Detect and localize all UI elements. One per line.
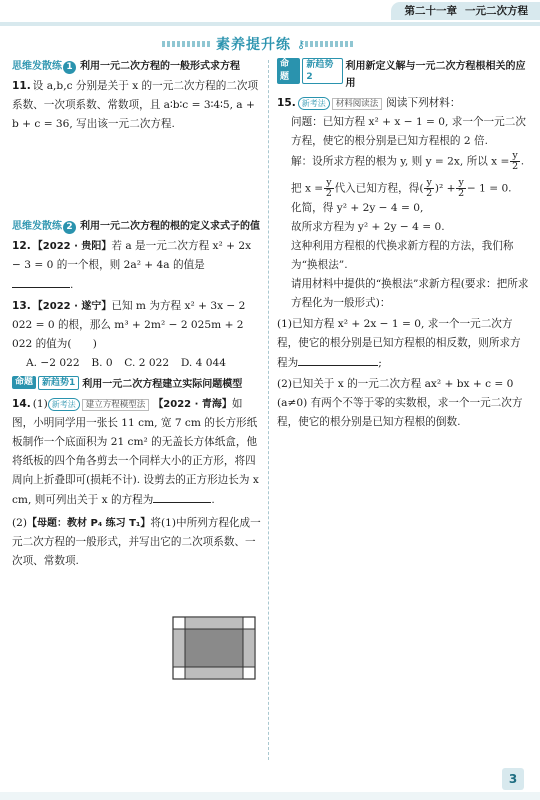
question-intro: 阅读下列材料：	[386, 97, 461, 109]
question-text: 如图，小明同学用一张长 11 cm, 宽 7 cm 的长方形纸板制作一个底面积为 21 cm² 的无盖长方体纸盒，他将纸板的四个角各剪去一个同样大小的正方形，将四周向上折叠即可(损耗不计). 设剪去的正方形边长为 x cm, 则可列出关于 x 的方程为	[12, 398, 259, 506]
flap-top	[185, 617, 243, 629]
page-number: 3	[502, 768, 524, 790]
section-trend-tag: 新趋势1	[38, 376, 79, 390]
material-solution-step-2: 把 x = $\frac{y}{2}$ 代入已知方程，得( $\frac{y}{2}$ )² + $\frac{y}{2}$ − 1 = 0.	[291, 177, 512, 199]
section-title: 利用一元二次方程建立实际问题模型	[82, 379, 243, 390]
flap-left	[173, 629, 185, 667]
choice-c[interactable]: C. 2 022	[124, 357, 170, 369]
section-tag: 命题	[12, 376, 36, 389]
section-heading-4	[277, 58, 529, 92]
section-title: 利用一元二次方程的一般形式求方程	[80, 61, 240, 72]
banner-decoration-right	[305, 41, 353, 47]
question-source: 【2022 · 遂宁】	[32, 301, 112, 312]
flap-bottom	[185, 667, 243, 679]
top-bar	[0, 0, 540, 26]
question-14: 14. (1) 新考法 建立方程模型法 【2022 · 青海】如图，小明同学用一张长 11 cm, 宽 7 cm 的长方形纸板制作一个底面积为 21 cm² 的无盖长方体纸盒，他将纸板的四个角各剪去一个同样大小的正方形，将四周向上折叠即可(损耗不计). 设剪去的正方形边长为 x cm, 则可列出关于 x 的方程为 .	[12, 398, 259, 506]
box-base	[185, 629, 243, 667]
method-label: 材料阅读法	[332, 98, 383, 110]
reading-material	[277, 113, 529, 275]
material-summary: 这种利用方程根的代换求新方程的方法，我们称为“换根法”.	[291, 240, 514, 271]
column-divider	[268, 60, 269, 760]
new-method-badge: 新考法	[48, 398, 80, 411]
key-icon: ⚷	[296, 37, 306, 51]
section-tag: 思维发散练	[12, 61, 62, 72]
task-instruction: 请用材料中提供的“换根法”求新方程(要求：把所求方程化为一般形式)：	[291, 278, 529, 309]
material-solution-step-4: 故所求方程为 y² + 2y − 4 = 0.	[291, 221, 445, 233]
choice-d[interactable]: D. 4 044	[180, 357, 226, 369]
choice-list	[12, 354, 226, 373]
new-method-badge: 新考法	[298, 97, 330, 110]
question-text: 已知 m 为方程 x² + 3x − 2 022 = 0 的根，那么 m³ + 2m² − 2 025m + 2 022 的值为( )	[12, 300, 246, 350]
material-solution-step-1: 解：设所求方程的根为 y, 则 y = 2x, 所以 x = $\frac{y}{2}$ .	[291, 150, 525, 172]
chapter-title: 一元二次方程	[465, 5, 528, 17]
question-13	[12, 297, 262, 354]
question-text: 设 a,b,c 分别是关于 x 的一元二次方程的二次项系数、一次项系数、常数项，且 a∶b∶c = 3∶4∶5, a + b + c = 36, 写出该一元二次方程.	[12, 80, 259, 130]
section-heading-3	[12, 376, 262, 393]
question-number: 12.	[12, 240, 31, 252]
question-14-part-2: (2)【母题：教材 P₄ 练习 T₁】将(1)中所列方程化成一元二次方程的一般形式，并写出它的二次项系数、一次项、常数项.	[12, 517, 261, 567]
choice-a[interactable]: A. −2 022	[26, 357, 80, 369]
section-tag: 命题	[277, 58, 300, 84]
answer-blank[interactable]	[298, 353, 378, 366]
question-12: 12. 【2022 · 贵阳】若 a 是一元二次方程 x² + 2x − 3 = 0 的一个根，则 2a² + 4a 的值是.	[12, 240, 252, 291]
section-heading-1	[12, 58, 262, 75]
right-column	[277, 58, 529, 432]
section-trend-tag: 新趋势2	[302, 58, 342, 84]
flap-right	[243, 629, 255, 667]
section-tag: 思维发散练	[12, 221, 62, 232]
chapter-number: 第二十一章	[404, 5, 457, 17]
question-text: 将(1)中所列方程化成一元二次方程的一般形式，并写出它的二次项系数、一次项、常数项.	[12, 517, 261, 567]
section-title: 利用新定义解与一元二次方程根相关的应用	[345, 61, 526, 89]
answer-blank[interactable]	[153, 490, 211, 503]
cardboard-figure	[172, 616, 256, 680]
question-source: 【2022 · 贵阳】	[32, 241, 112, 252]
choice-b[interactable]: B. 0	[91, 357, 113, 369]
top-stripe	[0, 22, 540, 26]
question-15-part-2: (2)已知关于 x 的一元二次方程 ax² + bx + c = 0 (a≠0) 有两个不等于零的实数根，求一个一元二次方程，使它的根分别是已知方程根的倒数.	[277, 378, 523, 428]
question-number: 13.	[12, 300, 31, 312]
section-heading-2	[12, 218, 262, 235]
section-title: 利用一元二次方程的根的定义求式子的值	[80, 221, 260, 232]
banner-title: 素养提升练	[215, 37, 291, 53]
chapter-header	[391, 2, 540, 20]
question-15	[277, 94, 529, 113]
section-banner	[160, 33, 355, 55]
method-label: 建立方程模型法	[82, 399, 150, 411]
section-number: 1	[63, 61, 76, 74]
question-source: 【母题：教材 P₄ 练习 T₁】	[27, 518, 151, 529]
question-15-part-1: (1)已知方程 x² + 2x − 1 = 0, 求一个一元二次方程，使它的根分别是已知方程根的相反数，则所求方程为 ;	[277, 318, 521, 369]
question-text: 若 a 是一元二次方程 x² + 2x − 3 = 0 的一个根，则 2a² + 4a 的值是	[12, 240, 252, 271]
question-source: 【2022 · 青海】	[153, 399, 232, 410]
question-number: 15.	[277, 97, 296, 109]
answer-blank[interactable]	[12, 275, 70, 288]
question-number: 11.	[12, 80, 31, 92]
section-number: 2	[63, 221, 76, 234]
question-11	[12, 77, 262, 134]
question-number: 14.	[12, 398, 31, 410]
material-problem: 问题：已知方程 x² + x − 1 = 0, 求一个一元二次方程，使它的根分别是已知方程根的 2 倍.	[291, 116, 526, 147]
material-solution-step-3: 化简，得 y² + 2y − 4 = 0,	[291, 202, 424, 214]
footer-stripe	[0, 792, 540, 800]
banner-decoration-left	[162, 41, 210, 47]
left-column	[12, 58, 262, 571]
